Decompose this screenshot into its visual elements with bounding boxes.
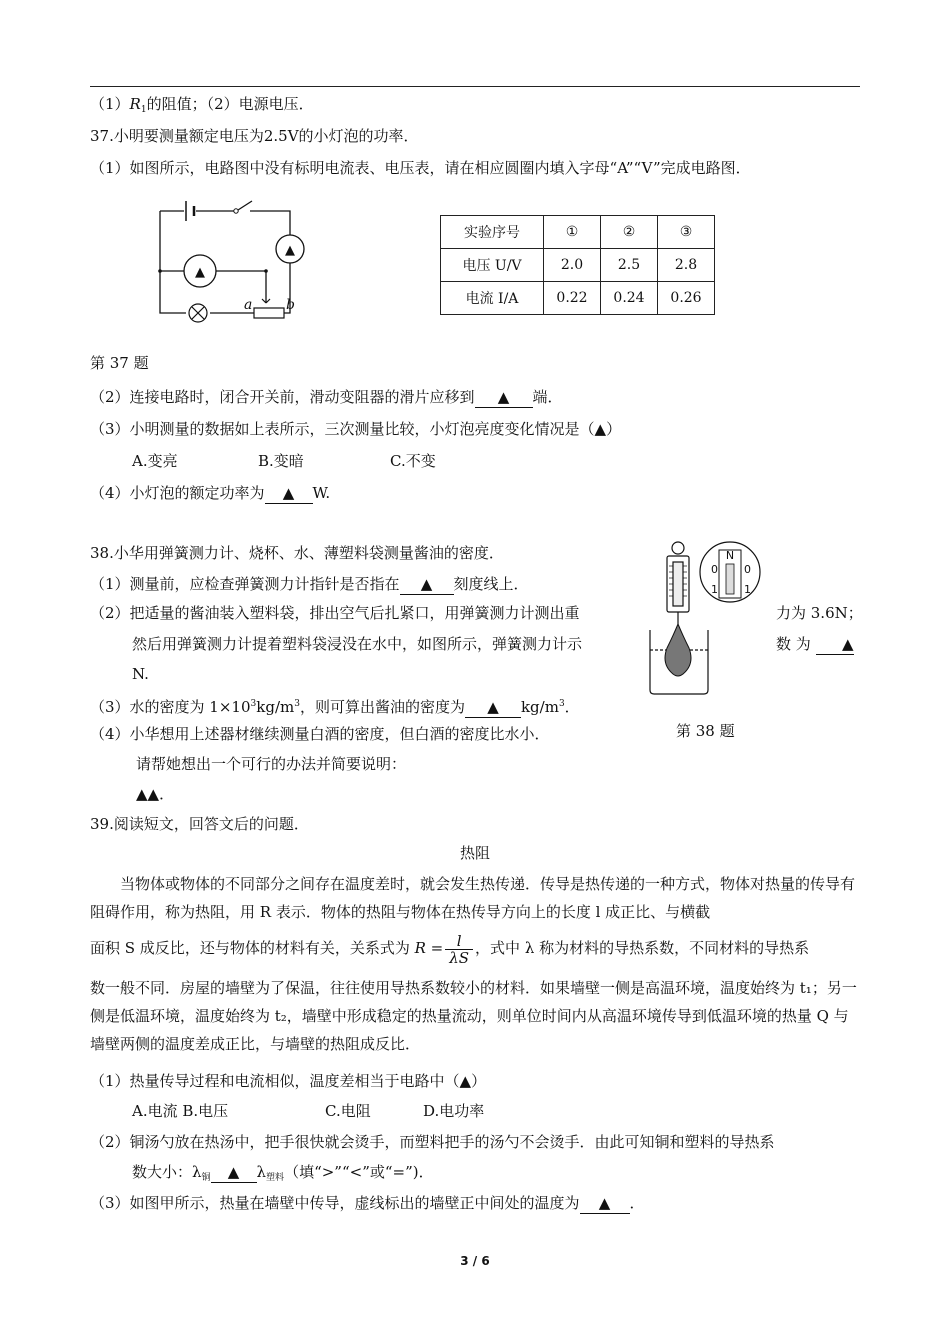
table-cell: 2.5	[601, 249, 658, 282]
q38-part3-mid2: ，则可算出酱油的密度为	[299, 698, 465, 716]
svg-text:▲: ▲	[285, 243, 295, 258]
table-cell: 实验序号	[441, 216, 544, 249]
q37-option-c: C.不变	[390, 452, 436, 470]
q39-stem: 39.阅读短文，回答文后的问题．	[90, 815, 309, 833]
q37-part3: （3）小明测量的数据如上表所示，三次测量比较，小灯泡亮度变化情况是（▲）	[90, 420, 622, 438]
q37-part4-pre: （4）小灯泡的额定功率为	[90, 484, 265, 502]
article-para3: 数一般不同．房屋的墙壁为了保温，往往使用导热系数较小的材料．如果墙壁一侧是高温环境，温度始终为 t₁；另一侧是低温环境，温度始终为 t₂，墙壁中形成稳定的热量流动，则单位时间内从高温环境传导到低温环境的热量 Q 与墙壁两侧的温度差成正比，与墙壁的热阻成反比．	[90, 979, 857, 1053]
q37-part1: （1）如图所示，电路图中没有标明电流表、电压表，请在相应圆圈内填入字母“A”“V”完成电路图．	[90, 159, 751, 177]
q39-part2-sub1: 铜	[201, 1173, 211, 1183]
article-title: 热阻	[459, 844, 490, 862]
answer-blank[interactable]: ▲	[475, 387, 533, 408]
data-table	[440, 215, 715, 315]
scale-zoom	[700, 542, 760, 602]
meter-circle-left	[184, 255, 216, 287]
q39-part2-pre: 数大小：λ	[132, 1163, 202, 1181]
q38-part3-end: ．	[564, 698, 580, 716]
scale-one-left: 1	[711, 583, 718, 596]
q37-part2	[90, 387, 563, 408]
article-para2-pre: 面积 S 成反比，还与物体的材料有关，关系式为	[90, 939, 410, 957]
circuit-diagram	[150, 195, 310, 330]
answer-blank[interactable]: ▲	[465, 697, 521, 718]
table-row	[441, 249, 715, 282]
q36-tail-pre: （1）	[90, 95, 130, 113]
article-para2	[90, 924, 809, 972]
q39-part3-pre: （3）如图甲所示，热量在墙壁中传导，虚线标出的墙壁正中间处的温度为	[90, 1194, 580, 1212]
battery-symbol	[186, 201, 194, 221]
q39-option-d: D.电功率	[423, 1102, 485, 1120]
answer-blank[interactable]: ▲	[580, 1193, 630, 1214]
table-cell: 2.8	[658, 249, 715, 282]
q37-option-a: A.变亮	[132, 452, 178, 470]
scale-n-label: N	[725, 549, 735, 562]
answer-blank[interactable]: ▲	[211, 1162, 257, 1183]
table-cell: 2.0	[544, 249, 601, 282]
q38-part4b: 请帮她想出一个可行的办法并简要说明：	[136, 755, 407, 773]
page-separator: /	[468, 1254, 482, 1268]
answer-blank[interactable]: ▲	[265, 483, 313, 504]
q38-part3-unit: kg/m	[520, 698, 559, 716]
q38-answer-line[interactable]: ▲▲．	[136, 785, 175, 803]
q38-part2-line3: N.	[132, 665, 149, 683]
table-cell: ③	[658, 216, 715, 249]
q39-part2-line1: （2）铜汤勺放在热汤中，把手很快就会烫手，而塑料把手的汤勺不会烫手．由此可知铜和塑料的导热系	[90, 1133, 775, 1151]
answer-blank[interactable]: ▲	[400, 574, 454, 595]
article-para2-post: ，式中 λ 称为材料的导热系数，不同材料的导热系	[475, 939, 810, 957]
q38-part1	[90, 574, 529, 595]
q38-part2-line1: （2）把适量的酱油装入塑料袋，排出空气后扎紧口，用弹簧测力计测出重	[90, 604, 580, 622]
header-rule	[90, 86, 860, 87]
q36-tail	[90, 94, 314, 120]
q39-part3	[90, 1193, 645, 1214]
answer-blank[interactable]: ▲	[816, 634, 854, 655]
q37-fig-label: 第 37 题	[90, 354, 149, 372]
table-cell: ①	[544, 216, 601, 249]
page-current: 3	[460, 1254, 469, 1268]
q38-part1-post: 刻度线上．	[453, 575, 529, 593]
table-cell: 0.24	[601, 282, 658, 315]
page-number	[0, 1251, 950, 1271]
q38-part3-exp: 3	[250, 699, 257, 709]
formula-denominator: λS	[449, 948, 470, 967]
q38-stem: 38.小华用弹簧测力计、烧杯、水、薄塑料袋测量酱油的密度．	[90, 544, 504, 562]
table-row	[441, 216, 715, 249]
q36-tail-post: 的阻值；（2）电源电压．	[146, 95, 314, 113]
q38-part2-line1-right: 力为 3.6N；	[776, 604, 863, 622]
spring-scale-figure	[645, 540, 765, 710]
q36-r-symbol: R	[129, 95, 141, 113]
switch-symbol	[234, 201, 252, 213]
q38-part1-pre: （1）测量前，应检查弹簧测力计指针是否指在	[90, 575, 400, 593]
q38-part3-exp2: 3	[294, 699, 300, 709]
formula-lhs: R =	[414, 939, 444, 957]
q39-part2-post: （填“>”“<”或“=”)．	[284, 1163, 434, 1181]
table-cell: 0.22	[544, 282, 601, 315]
q38-part2-line2-right-text: 数 为	[776, 635, 811, 653]
q38-part2-line2-right	[776, 634, 854, 655]
q37-stem: 37.小明要测量额定电压为2.5V的小灯泡的功率．	[90, 127, 419, 145]
q39-option-c: C.电阻	[325, 1102, 371, 1120]
q37-option-b: B.变暗	[258, 452, 304, 470]
page-total: 6	[481, 1254, 490, 1268]
label-a: a	[244, 297, 253, 313]
q38-part2-line2: 然后用弹簧测力计提着塑料袋浸没在水中，如图所示，弹簧测力计示	[132, 635, 583, 653]
q37-part2-post: 端．	[532, 388, 563, 406]
svg-text:▲: ▲	[195, 265, 205, 280]
q39-part1: （1）热量传导过程和电流相似，温度差相当于电路中（▲）	[90, 1072, 487, 1090]
q37-part4	[90, 483, 330, 504]
table-cell: ②	[601, 216, 658, 249]
q38-part3-mid: kg/m	[256, 698, 295, 716]
table-row	[441, 282, 715, 315]
q38-part3-pre: （3）水的密度为 1×10	[90, 698, 251, 716]
q39-part2-mid: λ	[256, 1163, 267, 1181]
q38-part3-exp3: 3	[558, 699, 565, 709]
q39-part3-post: ．	[629, 1194, 645, 1212]
scale-zero-left: 0	[711, 563, 718, 576]
q38-part4: （4）小华想用上述器材继续测量白酒的密度，但白酒的密度比水小．	[90, 725, 550, 743]
q37-part2-pre: （2）连接电路时，闭合开关前，滑动变阻器的滑片应移到	[90, 388, 475, 406]
table-cell: 电压 U/V	[441, 249, 544, 282]
table-cell: 0.26	[658, 282, 715, 315]
formula-numerator: l	[445, 933, 473, 950]
article-para1: 当物体或物体的不同部分之间存在温度差时，就会发生热传递．传导是热传递的一种方式，物体对热量的传导有阻碍作用，称为热阻，用 R 表示．物体的热阻与物体在热传导方向上的长度 l 成正比、与横截	[90, 875, 856, 921]
table-cell: 电流 I/A	[441, 282, 544, 315]
oil-bag	[665, 624, 691, 676]
label-b: b	[286, 297, 295, 313]
q37-part4-post: W.	[312, 484, 331, 502]
q39-options-ab: A.电流 B.电压	[132, 1102, 229, 1120]
rheostat-symbol	[254, 299, 284, 318]
q38-fig-label: 第 38 题	[676, 722, 735, 740]
meter-circle-right	[276, 235, 304, 263]
q39-part2-line2	[132, 1162, 434, 1188]
scale-one-right: 1	[744, 583, 751, 596]
lamp-symbol	[189, 304, 207, 322]
scale-zero-right: 0	[744, 563, 751, 576]
q38-part3	[90, 694, 580, 718]
formula-fraction	[445, 933, 473, 966]
q39-part2-sub2: 塑料	[266, 1173, 285, 1183]
q36-r-subscript: 1	[140, 105, 147, 115]
